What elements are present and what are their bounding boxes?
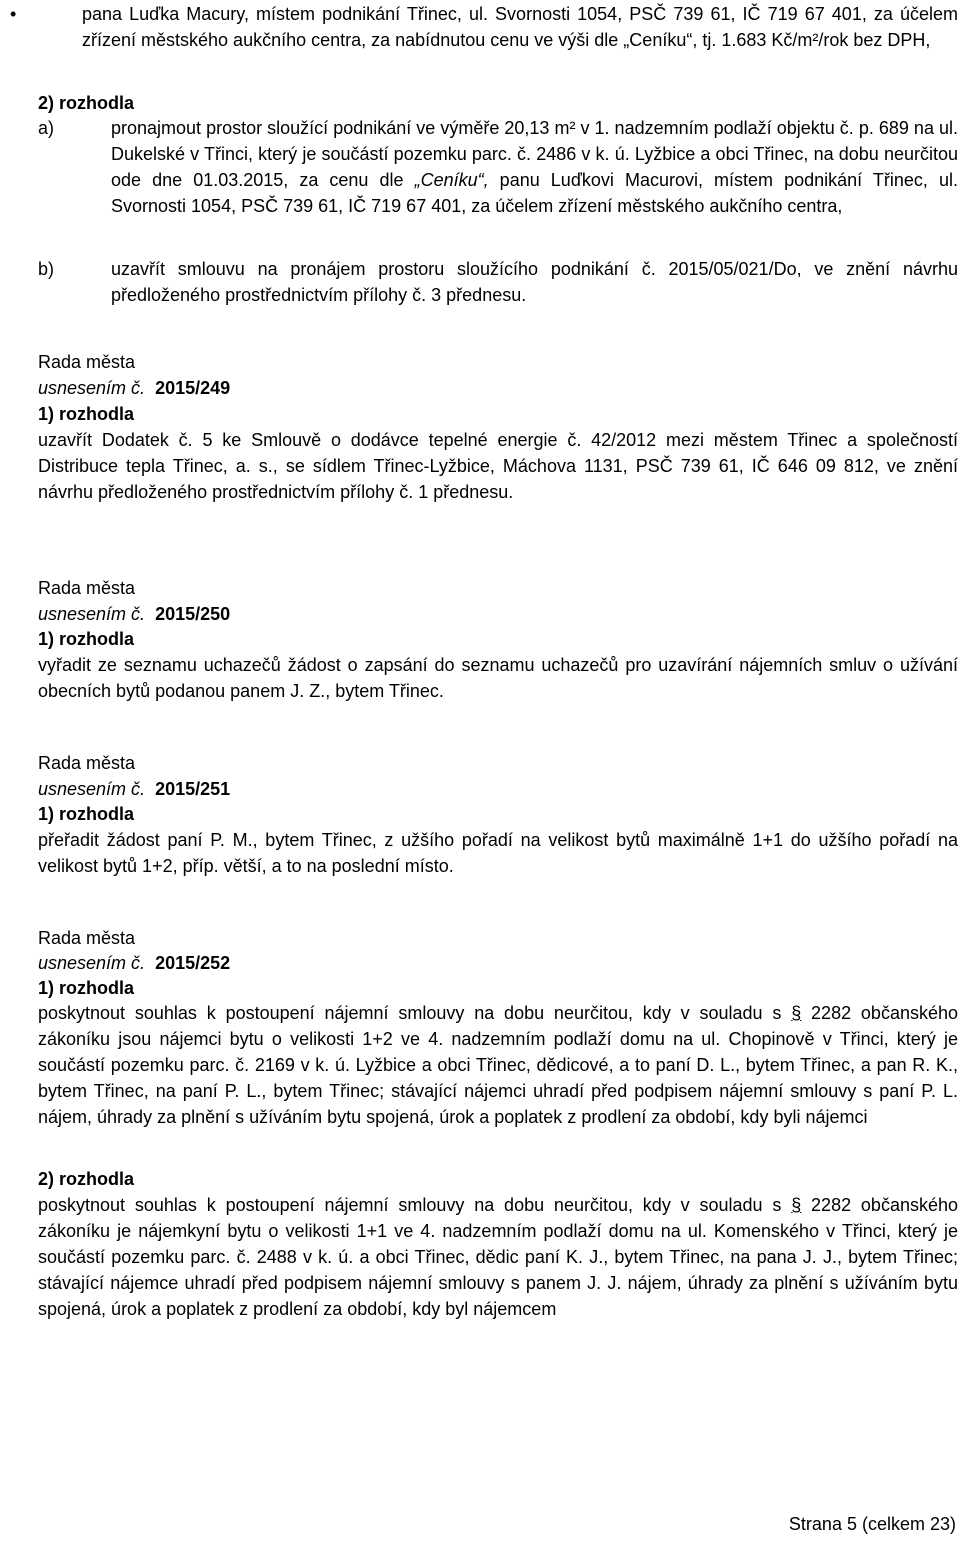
item-a [38,115,958,219]
text-252-1: poskytnout souhlas k postoupení nájemní smlouvy na dobu neurčitou, kdy v souladu s § 2282 občanského zákoníku jsou nájemci bytu o velikosti 1+2 ve 4. nadzemním podlaží domu na ul. Chopinově v Třinci, který je součástí pozemku parc. č. 2169 v k. ú. Lyžbice a obci Třinec, dědicové, a to paní D. L., bytem Třinec, a pan R. K., bytem Třinec, na paní P. L., bytem Třinec; stávající nájemci uhradí před podpisem nájemní smlouvy s paní P. L. nájem, úhrady za plnění s užíváním bytu spojená, úrok a poplatek z prodlení za období, kdy byli nájemci [38,1003,958,1127]
heading-rozhodla-2: 2) rozhodla [38,93,135,113]
text-250: vyřadit ze seznamu uchazečů žádost o zapsání do seznamu uchazečů pro uzavírání nájemních smluv o užívání obecních bytů podanou panem J. Z., bytem Třinec. [38,655,958,701]
text-251: přeřadit žádost paní P. M., bytem Třinec, z užšího pořadí na velikost bytů maximálně 1+1 do užšího pořadí na velikost bytů 1+2, příp. větší, a to na poslední místo. [38,830,958,876]
usneseni-251: usnesením č. 2015/251 [38,779,231,799]
item-b-label: b) [38,259,55,279]
page-number: Strana 5 (celkem 23) [788,1514,956,1534]
usneseni-250: usnesením č. 2015/250 [38,604,231,624]
usneseni-252: usnesením č. 2015/252 [38,953,231,973]
text-249: uzavřít Dodatek č. 5 ke Smlouvě o dodávce tepelné energie č. 42/2012 mezi městem Třinec a společností Distribuce tepla Třinec, a. s., se sídlem Třinec-Lyžbice, Máchova 1131, PSČ 739 61, IČ 646 09 812, ve znění návrhu předloženého prostřednictvím přílohy č. 1 přednesu. [38,430,958,502]
usneseni-249: usnesením č. 2015/249 [38,378,231,398]
item-b-text: uzavřít smlouvu na pronájem prostoru sloužícího podnikání č. 2015/05/021/Do, ve znění návrhu předloženého prostřednictvím přílohy č. 3 přednesu. [111,259,958,305]
item-a-text: pronajmout prostor sloužící podnikání ve výměře 20,13 m² v 1. nadzemním podlaží objektu č. p. 689 na ul. Dukelské v Třinci, který je součástí pozemku parc. č. 2486 v k. ú. Lyžbice a obci Třinec, na dobu neurčitou ode dne 01.03.2015, za cenu dle „Ceníku“, panu Luďkovi Macurovi, místem podnikání Třinec, ul. Svornosti 1054, PSČ 739 61, IČ 719 67 401, za účelem zřízení městského aukčního centra, [111,118,958,216]
text-252-2: poskytnout souhlas k postoupení nájemní smlouvy na dobu neurčitou, kdy v souladu s § 2282 občanského zákoníku je nájemkyní bytu o velikosti 1+1 ve 4. nadzemním podlaží domu na ul. Komenského v Třinci, který je součástí pozemku parc. č. 2488 v k. ú. a obci Třinec, dědic paní K. J., bytem Třinec, na pana J. J., bytem Třinec; stávající nájemce uhradí před podpisem nájemní smlouvy s panem J. J. nájem, úhrady za plnění s užíváním bytu spojená, úrok a poplatek z prodlení za období, kdy byl nájemcem [38,1195,958,1319]
rada-mesta-252: Rada města [38,928,136,948]
item-b [38,256,958,308]
rozhodla-249: 1) rozhodla [38,404,135,424]
bullet-paragraph [10,1,958,53]
rada-mesta-251: Rada města [38,753,136,773]
rozhodla-250: 1) rozhodla [38,629,135,649]
paragraph-sign: § [791,1195,802,1215]
paragraph-sign: § [791,1003,802,1023]
rada-mesta-249: Rada města [38,352,136,372]
rozhodla-252-2: 2) rozhodla [38,1169,135,1189]
rozhodla-251: 1) rozhodla [38,804,135,824]
item-a-label: a) [38,118,55,138]
bullet-text: pana Luďka Macury, místem podnikání Třinec, ul. Svornosti 1054, PSČ 739 61, IČ 719 67 401, za účelem zřízení městského aukčního centra, za nabídnutou cenu ve výši dle „Ceníku“, tj. 1.683 Kč/m²/rok bez DPH, [82,4,958,50]
bullet-icon: • [10,4,17,24]
rada-mesta-250: Rada města [38,578,136,598]
rozhodla-252-1: 1) rozhodla [38,978,135,998]
